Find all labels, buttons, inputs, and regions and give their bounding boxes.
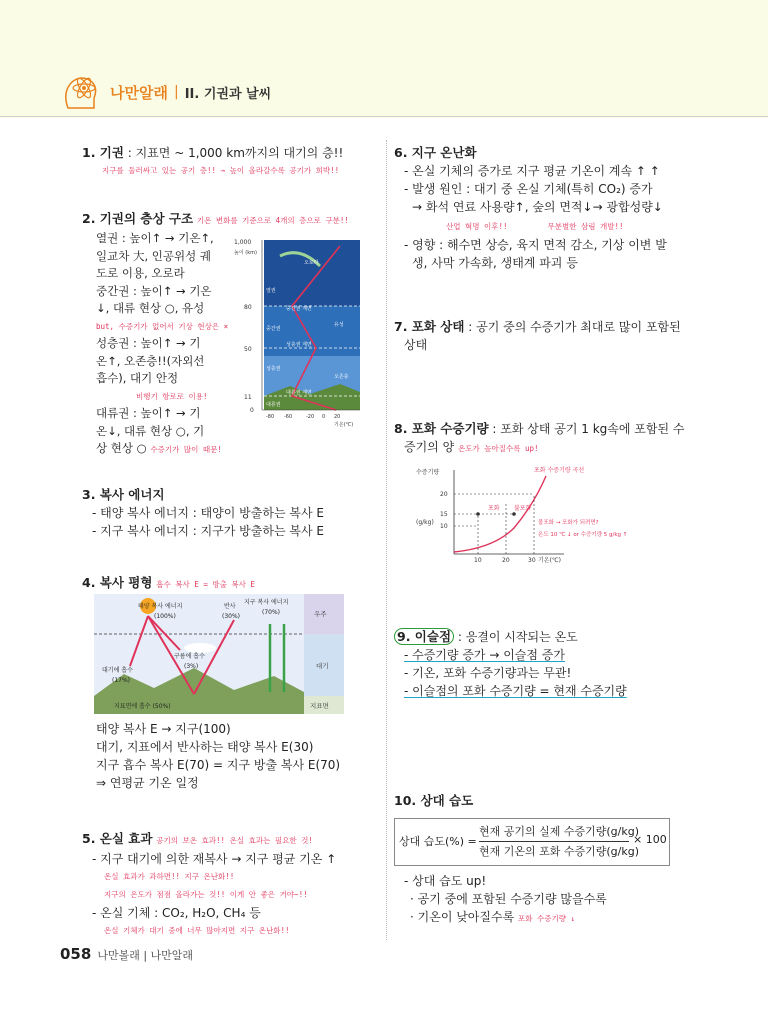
diag-y11: 11 — [244, 394, 252, 401]
s4-note: 흡수 복사 E = 방출 복사 E — [156, 580, 255, 589]
rad-cloud: 구름에 흡수 — [174, 653, 205, 660]
radiation-balance-diagram — [94, 594, 344, 714]
s10-note3: 포화 수증기량 ↓ — [518, 914, 576, 923]
s1-note: 지구를 둘러싸고 있는 공기 층!! → 높이 올라갈수록 공기가 희박!! — [102, 166, 340, 175]
s5-note2: 온실 효과가 과하면!! 지구 온난화!! — [104, 872, 235, 881]
s9-line3: - 이슬점의 포화 수증기량 = 현재 수증기량 — [404, 684, 627, 698]
tropo-line1: 대류권 : 높이↑ → 기 — [96, 406, 201, 420]
rad-earth: 지구 복사 에너지 — [244, 599, 289, 606]
rad-sun: 태양 복사 에너지 — [138, 603, 183, 610]
page-number: 058 — [60, 945, 92, 963]
graph-unsat: 불포화 — [514, 505, 532, 512]
diag-x1: -80 — [266, 414, 275, 420]
section-5 — [82, 830, 382, 940]
header — [60, 70, 271, 114]
tropo-line3: 상 현상 ○ — [96, 441, 147, 455]
humidity-formula-box — [394, 818, 670, 866]
diag-x2: -60 — [284, 414, 293, 420]
s5-note: 공기의 보온 효과!! 온실 효과는 필요한 것! — [156, 836, 313, 845]
s2-title: 2. 기권의 층상 구조 — [82, 211, 194, 226]
section-7 — [394, 318, 694, 354]
diag-thermo: 열권 — [266, 288, 276, 294]
graph-y20: 20 — [440, 491, 448, 498]
footer — [60, 945, 193, 963]
column-divider — [386, 140, 388, 940]
rad-atmos: 대기에 흡수 — [102, 667, 133, 674]
s8-title: 8. 포화 수증기량 — [394, 421, 489, 436]
footer-text: 나만볼래 | 나만알래 — [97, 949, 194, 962]
section-10 — [394, 792, 694, 810]
s4-title: 4. 복사 평형 — [82, 575, 153, 590]
diag-x3: -20 — [306, 414, 315, 420]
s8-text: : 포화 상태 공기 1 kg속에 포함된 수 — [488, 422, 685, 436]
diag-y0: 0 — [250, 407, 254, 414]
rad-sun-pct: (100%) — [154, 613, 176, 620]
thermo-line2: 일교차 大, 인공위성 궤 — [96, 248, 211, 263]
s9-text: : 응결이 시작되는 온도 — [454, 630, 578, 644]
graph-arrow2: 온도 10 ℃ ↓ or 수증기량 5 g/kg ↑ — [538, 532, 628, 538]
layer-list — [96, 230, 246, 459]
diag-tropopause: 대류권 계면 — [286, 390, 312, 396]
tropo-note: 수증기가 많이 때문! — [150, 445, 222, 454]
diag-ylabel: 높이 (km) — [234, 250, 257, 256]
s5-line1: - 지구 대기에 의한 재복사 → 지구 평균 기온 ↑ — [92, 852, 337, 866]
saturation-graph — [414, 462, 664, 566]
section-6 — [394, 144, 694, 272]
s10-line2: · 공기 중에 포함된 수증기량 많을수록 — [410, 892, 607, 906]
graph-arrow: 불포화 → 포화가 되려면? — [538, 520, 599, 526]
graph-xlabel: 기온(℃) — [538, 557, 562, 564]
strato-line2: 온↑, 오존층!!(자외선 — [96, 353, 205, 368]
graph-x20: 20 — [502, 557, 510, 564]
s8-text2: 증기의 양 — [404, 440, 455, 454]
diag-y80: 80 — [244, 304, 252, 311]
s1-title: 1. 기권 — [82, 145, 124, 160]
diag-x4: 0 — [322, 414, 326, 420]
rad-atmos-pct: (17%) — [112, 677, 131, 684]
section-2 — [82, 210, 382, 230]
formula-bar — [479, 841, 629, 842]
s2-note: 기온 변화를 기준으로 4개의 층으로 구분!! — [196, 216, 349, 225]
s6-note2: 무분별한 삼림 개발!! — [547, 222, 624, 231]
diag-meteor: 유성 — [334, 322, 344, 328]
diag-x5: 20 — [334, 414, 341, 420]
rad-air: 대기 — [316, 662, 329, 670]
rad-ground: 지표면 — [310, 702, 329, 710]
diag-stratopause: 성층권 계면 — [286, 342, 312, 348]
diag-meso: 중간권 — [266, 326, 281, 332]
s4-line1: 태양 복사 E → 지구(100) — [96, 722, 231, 736]
s9-title: 9. 이슬점 — [394, 628, 454, 645]
s5-line2: - 온실 기체 : CO₂, H₂O, CH₄ 등 — [92, 906, 261, 920]
strato-line1: 성층권 : 높이↑ → 기 — [96, 336, 201, 350]
s6-line3: → 화석 연료 사용량↑, 숲의 면적↓→ 광합성량↓ — [412, 200, 663, 214]
diag-strato: 성층권 — [266, 366, 281, 372]
graph-x30: 30 — [528, 557, 536, 564]
rad-refl: 반사 — [224, 603, 236, 610]
strato-line3: 흡수), 대기 안정 — [96, 371, 179, 385]
formula-num: 현재 공기의 실제 수증기량(g/kg) — [479, 825, 639, 838]
thermo-line3: 도로 이용, 오로라 — [96, 266, 185, 280]
rad-refl-pct: (30%) — [222, 613, 241, 620]
diag-xlabel: 기온(℃) — [334, 422, 354, 428]
formula-den: 현재 기온의 포화 수증기량(g/kg) — [479, 845, 639, 858]
s6-title: 6. 지구 온난화 — [394, 145, 477, 160]
graph-yunit: (g/kg) — [416, 519, 434, 526]
s10-line1: - 상대 습도 up! — [404, 874, 487, 888]
thermo-line1: 열권 : 높이↑ → 기온↑, — [96, 231, 214, 245]
s10-title: 10. 상대 습도 — [394, 793, 474, 808]
s7-text2: 상태 — [404, 338, 428, 352]
meso-line2: ↓, 대류 현상 ○, 유성 — [96, 301, 205, 315]
s9-line1: - 수증기량 증가 → 이슬점 증가 — [404, 648, 565, 662]
diag-mesopause: 중간권 계면 — [286, 306, 312, 312]
rad-cloud-pct: (3%) — [184, 663, 199, 670]
s6-line1: - 온실 기체의 증가로 지구 평균 기온이 계속 ↑ ↑ — [404, 164, 660, 178]
s9-line2: - 기온, 포화 수증기량과는 무관! — [404, 666, 572, 680]
section-3 — [82, 486, 382, 540]
meso-note: but, 수증기가 없어서 기상 현상은 × — [96, 321, 229, 331]
graph-sat: 포화 — [488, 505, 500, 512]
diag-tropo: 대류권 — [266, 402, 281, 408]
diag-y1000: 1,000 — [234, 239, 252, 246]
s3-title: 3. 복사 에너지 — [82, 487, 165, 502]
formula-mult: × 100 — [633, 833, 667, 846]
s3-line2: - 지구 복사 에너지 : 지구가 방출하는 복사 E — [92, 524, 324, 538]
meso-line1: 중간권 : 높이↑ → 기온 — [96, 283, 212, 298]
diag-ozone: 오존층 — [334, 374, 349, 380]
diag-y50: 50 — [244, 346, 252, 353]
diag-aurora: 오로라 — [304, 260, 319, 266]
graph-x10: 10 — [474, 557, 482, 564]
section-4 — [82, 574, 382, 594]
atmosphere-diagram — [230, 236, 370, 428]
header-rule — [0, 116, 768, 117]
s7-title: 7. 포화 상태 — [394, 319, 465, 334]
s8-note: 온도가 높아질수록 up! — [458, 444, 539, 453]
rad-earth-pct: (70%) — [262, 609, 281, 616]
brand-title: 나만알래 — [110, 83, 168, 102]
section-1 — [82, 144, 382, 180]
s4-text — [96, 720, 382, 792]
s7-text: : 공기 중의 수증기가 최대로 많이 포함된 — [464, 320, 681, 334]
s10-line3: · 기온이 낮아질수록 — [410, 910, 515, 924]
s10-list — [404, 872, 684, 928]
s5-title: 5. 온실 효과 — [82, 831, 153, 846]
s5-note3: 지구의 온도가 점점 올라가는 것!! 이게 안 좋은 거야~!! — [104, 890, 308, 899]
section-8 — [394, 420, 694, 458]
s6-line2: - 발생 원인 : 대기 중 온실 기체(특히 CO₂) 증가 — [404, 182, 653, 196]
s4-line3: 지구 흡수 복사 E(70) = 지구 방출 복사 E(70) — [96, 758, 341, 772]
rad-space: 우주 — [314, 610, 327, 618]
s4-line4: ⇒ 연평균 기온 일정 — [96, 776, 199, 790]
section-9 — [394, 628, 694, 700]
s5-note4: 온실 기체가 대기 중에 너무 많아지면 지구 온난화!! — [104, 926, 290, 935]
s4-line2: 대기, 지표에서 반사하는 태양 복사 E(30) — [96, 740, 314, 754]
header-separator: | — [173, 84, 179, 100]
rad-surface: 지표면에 흡수 (50%) — [114, 703, 171, 710]
s6-note1: 산업 혁명 이후!! — [446, 222, 508, 231]
strato-note: 비행기 항로로 이용! — [136, 391, 208, 401]
graph-y15: 15 — [440, 511, 448, 518]
graph-y10: 10 — [440, 523, 448, 530]
tropo-line2: 온↓, 대류 현상 ○, 기 — [96, 423, 205, 438]
graph-curve-label: 포화 수증기량 곡선 — [534, 467, 585, 474]
s6-line4: - 영향 : 해수면 상승, 육지 면적 감소, 기상 이변 발 — [404, 238, 667, 252]
head-atom-icon — [60, 72, 104, 112]
s6-line5: 생, 사막 가속화, 생태계 파괴 등 — [412, 256, 578, 270]
s1-text: : 지표면 ~ 1,000 km까지의 대기의 층!! — [123, 146, 344, 160]
formula-lhs: 상대 습도(%) = — [399, 835, 477, 848]
s3-line1: - 태양 복사 에너지 : 태양이 방출하는 복사 E — [92, 506, 324, 520]
graph-ylabel: 수증기량 — [416, 469, 440, 476]
unit-title: II. 기권과 날씨 — [184, 86, 272, 102]
